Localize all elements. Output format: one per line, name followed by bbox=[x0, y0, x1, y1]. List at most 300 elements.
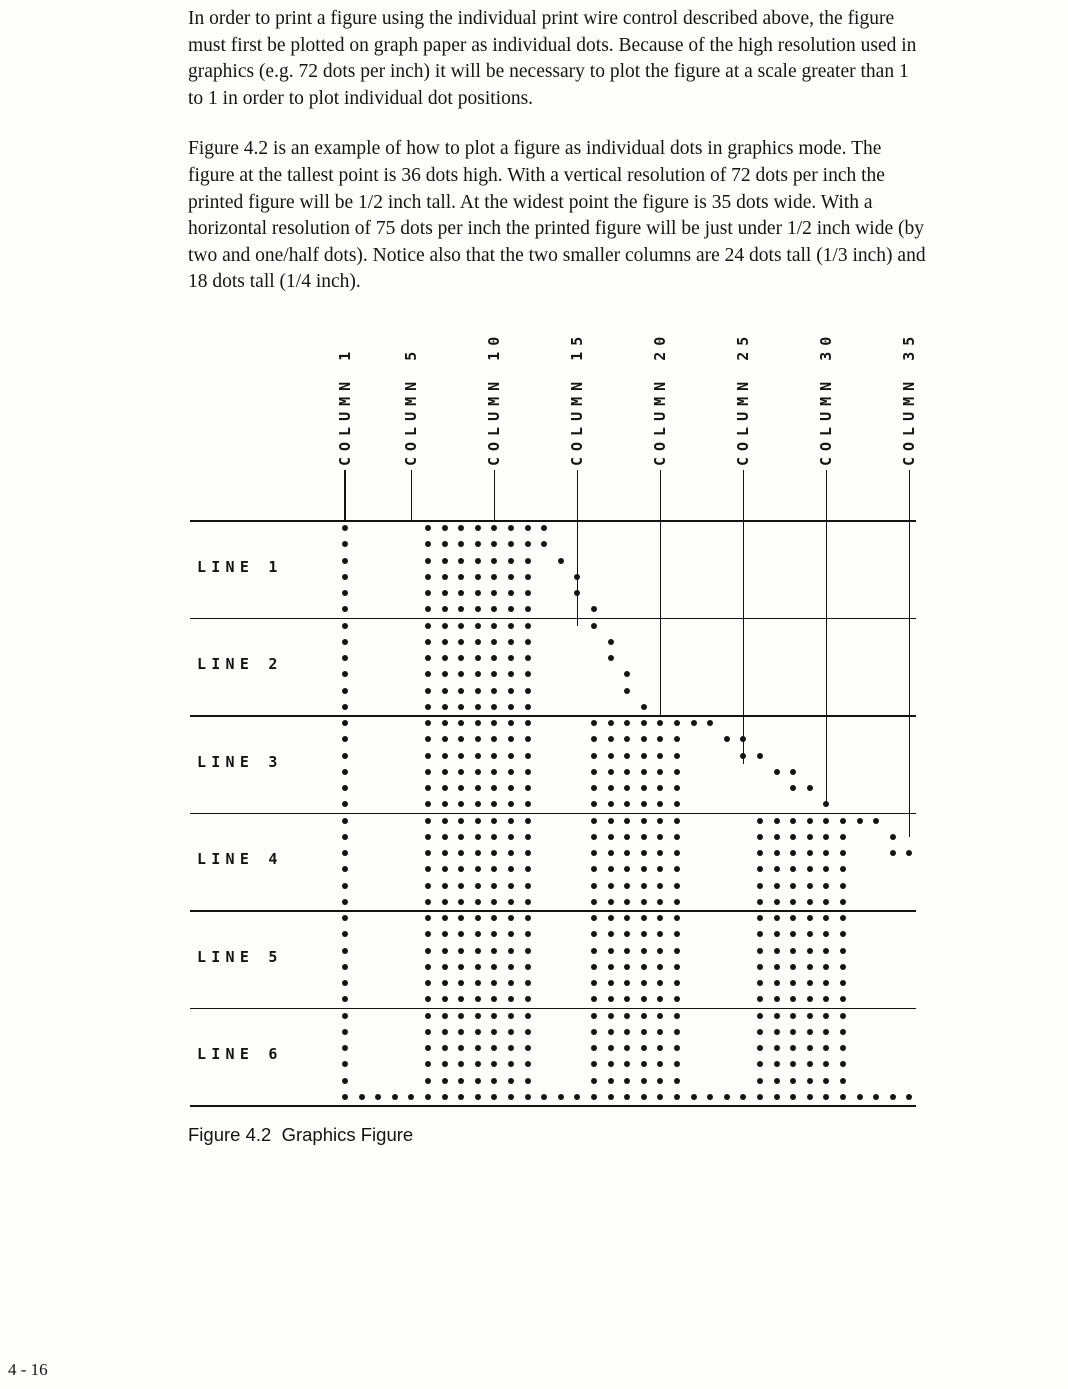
figure-dot bbox=[508, 769, 514, 775]
figure-dot bbox=[624, 980, 630, 986]
figure-dot bbox=[508, 623, 514, 629]
grid-horizontal-line bbox=[190, 1105, 916, 1107]
figure-dot bbox=[525, 996, 531, 1002]
figure-dot bbox=[425, 1094, 431, 1100]
figure-dot bbox=[508, 899, 514, 905]
figure-dot bbox=[674, 899, 680, 905]
figure-dot bbox=[525, 736, 531, 742]
figure-dot bbox=[840, 834, 846, 840]
figure-dot bbox=[458, 785, 464, 791]
figure-dot bbox=[491, 899, 497, 905]
figure-dot bbox=[807, 915, 813, 921]
figure-dot bbox=[442, 1061, 448, 1067]
figure-dot bbox=[757, 834, 763, 840]
figure-dot bbox=[475, 753, 481, 759]
figure-dot bbox=[525, 948, 531, 954]
figure-dot bbox=[442, 704, 448, 710]
figure-dot bbox=[342, 525, 348, 531]
grid-horizontal-line bbox=[190, 715, 916, 717]
figure-dot bbox=[757, 1094, 763, 1100]
figure-dot bbox=[525, 866, 531, 872]
figure-dot bbox=[475, 769, 481, 775]
figure-dot bbox=[774, 964, 780, 970]
figure-dot bbox=[525, 525, 531, 531]
figure-dot bbox=[757, 1045, 763, 1051]
figure-dot bbox=[458, 606, 464, 612]
figure-dot bbox=[425, 736, 431, 742]
figure-dot bbox=[458, 1094, 464, 1100]
figure-dot bbox=[657, 948, 663, 954]
figure-dot bbox=[508, 1094, 514, 1100]
figure-dot bbox=[608, 1094, 614, 1100]
figure-dot bbox=[624, 1013, 630, 1019]
figure-dot bbox=[541, 541, 547, 547]
figure-dot bbox=[707, 720, 713, 726]
figure-dot bbox=[624, 996, 630, 1002]
figure-dot bbox=[857, 818, 863, 824]
figure-dot bbox=[491, 590, 497, 596]
figure-dot bbox=[757, 964, 763, 970]
figure-dot bbox=[525, 1045, 531, 1051]
figure-dot bbox=[458, 915, 464, 921]
figure-dot bbox=[608, 736, 614, 742]
figure-dot bbox=[442, 1078, 448, 1084]
figure-dot bbox=[774, 818, 780, 824]
figure-dot bbox=[442, 866, 448, 872]
figure-dot bbox=[823, 883, 829, 889]
grid-horizontal-line bbox=[190, 520, 916, 522]
figure-dot bbox=[674, 769, 680, 775]
figure-dot bbox=[342, 1094, 348, 1100]
figure-dot bbox=[591, 1094, 597, 1100]
figure-dot bbox=[774, 1029, 780, 1035]
figure-dot bbox=[608, 753, 614, 759]
figure-dot bbox=[342, 655, 348, 661]
figure-dot bbox=[674, 850, 680, 856]
figure-dot bbox=[425, 948, 431, 954]
figure-dot bbox=[475, 1045, 481, 1051]
column-leader-line bbox=[411, 470, 412, 520]
column-leader-line bbox=[743, 470, 744, 764]
figure-dot bbox=[342, 801, 348, 807]
figure-dot bbox=[823, 818, 829, 824]
figure-dot bbox=[342, 753, 348, 759]
column-label: COLUMN 5 bbox=[402, 345, 421, 466]
figure-dot bbox=[840, 915, 846, 921]
figure-dot bbox=[558, 1094, 564, 1100]
figure-dot bbox=[342, 931, 348, 937]
figure-dot bbox=[840, 1045, 846, 1051]
figure-dot bbox=[641, 1029, 647, 1035]
figure-dot bbox=[857, 1094, 863, 1100]
figure-dot bbox=[823, 1094, 829, 1100]
figure-dot bbox=[774, 834, 780, 840]
figure-dot bbox=[342, 606, 348, 612]
column-label: COLUMN 30 bbox=[817, 330, 836, 466]
figure-dot bbox=[591, 801, 597, 807]
figure-dot bbox=[342, 915, 348, 921]
figure-dot bbox=[807, 834, 813, 840]
figure-dot bbox=[442, 671, 448, 677]
figure-dot bbox=[491, 850, 497, 856]
figure-dot bbox=[475, 980, 481, 986]
figure-dot bbox=[342, 899, 348, 905]
figure-dot bbox=[508, 590, 514, 596]
figure-dot bbox=[342, 623, 348, 629]
figure-dot bbox=[624, 801, 630, 807]
figure-dot bbox=[624, 1029, 630, 1035]
figure-dot bbox=[425, 883, 431, 889]
line-label: LINE 2 bbox=[197, 655, 283, 674]
figure-dot bbox=[508, 883, 514, 889]
figure-dot bbox=[525, 818, 531, 824]
figure-dot bbox=[757, 980, 763, 986]
figure-dot bbox=[508, 704, 514, 710]
figure-dot bbox=[458, 964, 464, 970]
figure-dot bbox=[591, 899, 597, 905]
figure-dot bbox=[624, 671, 630, 677]
figure-dot bbox=[508, 525, 514, 531]
figure-dot bbox=[442, 883, 448, 889]
line-label: LINE 3 bbox=[197, 752, 283, 771]
figure-dot bbox=[475, 899, 481, 905]
figure-dot bbox=[790, 850, 796, 856]
figure-dot bbox=[508, 541, 514, 547]
figure-dot bbox=[458, 1029, 464, 1035]
figure-dot bbox=[674, 785, 680, 791]
figure-dot bbox=[458, 655, 464, 661]
figure-dot bbox=[508, 834, 514, 840]
figure-dot bbox=[475, 720, 481, 726]
figure-dot bbox=[525, 899, 531, 905]
figure-dot bbox=[442, 834, 448, 840]
figure-dot bbox=[491, 769, 497, 775]
figure-dot bbox=[657, 769, 663, 775]
figure-dot bbox=[641, 1078, 647, 1084]
figure-dot bbox=[525, 1078, 531, 1084]
figure-dot bbox=[624, 1045, 630, 1051]
column-label: COLUMN 1 bbox=[336, 345, 354, 466]
figure-dot bbox=[790, 834, 796, 840]
figure-dot bbox=[840, 818, 846, 824]
figure-dot bbox=[475, 785, 481, 791]
figure-dot bbox=[591, 915, 597, 921]
figure-dot bbox=[790, 785, 796, 791]
figure-dot bbox=[425, 606, 431, 612]
figure-dot bbox=[657, 980, 663, 986]
figure-dot bbox=[790, 931, 796, 937]
figure-dot bbox=[807, 785, 813, 791]
figure-dot bbox=[608, 866, 614, 872]
figure-dot bbox=[591, 1078, 597, 1084]
figure-dot bbox=[475, 818, 481, 824]
figure-dot bbox=[890, 850, 896, 856]
figure-dot bbox=[425, 639, 431, 645]
figure-dot bbox=[757, 899, 763, 905]
figure-dot bbox=[525, 1029, 531, 1035]
figure-dot bbox=[591, 720, 597, 726]
figure-dot bbox=[475, 931, 481, 937]
figure-dot bbox=[525, 623, 531, 629]
figure-dot bbox=[823, 1078, 829, 1084]
figure-dot bbox=[657, 1029, 663, 1035]
figure-dot bbox=[425, 899, 431, 905]
figure-dot bbox=[442, 688, 448, 694]
figure-dot bbox=[508, 558, 514, 564]
figure-dot bbox=[491, 688, 497, 694]
figure-dot bbox=[774, 1013, 780, 1019]
paragraph-intro: In order to print a figure using the individual print wire control described above, the figure must first be plotted on graph paper as individual dots. Because of the high resolution used in graphics (e.g. 72 dots per inch) it will be necessary to plot the figure at a scale greater than 1 to 1 in order to plot individual dot positions. bbox=[188, 8, 917, 109]
figure-dot bbox=[425, 1061, 431, 1067]
figure-dot bbox=[807, 948, 813, 954]
figure-dot bbox=[475, 1013, 481, 1019]
figure-dot bbox=[674, 915, 680, 921]
figure-dot bbox=[657, 996, 663, 1002]
figure-dot bbox=[442, 753, 448, 759]
figure-dot bbox=[442, 769, 448, 775]
figure-dot bbox=[807, 980, 813, 986]
figure-dot bbox=[491, 1078, 497, 1084]
figure-dot bbox=[442, 623, 448, 629]
figure-dot bbox=[823, 834, 829, 840]
column-leader-line bbox=[826, 470, 827, 804]
figure-dot bbox=[608, 1061, 614, 1067]
figure-dot bbox=[491, 541, 497, 547]
figure-dot bbox=[342, 736, 348, 742]
figure-dot bbox=[508, 639, 514, 645]
figure-dot bbox=[757, 1013, 763, 1019]
figure-dot bbox=[475, 850, 481, 856]
figure-dot bbox=[491, 883, 497, 889]
figure-dot bbox=[342, 785, 348, 791]
figure-dot bbox=[425, 1045, 431, 1051]
figure-dot bbox=[458, 753, 464, 759]
figure-dot bbox=[657, 818, 663, 824]
figure-dot bbox=[823, 1013, 829, 1019]
figure-dot bbox=[641, 720, 647, 726]
figure-dot bbox=[508, 931, 514, 937]
figure-dot bbox=[608, 818, 614, 824]
figure-dot bbox=[475, 801, 481, 807]
figure-dot bbox=[491, 1013, 497, 1019]
figure-dot bbox=[491, 736, 497, 742]
figure-dot bbox=[491, 753, 497, 759]
column-leader-line bbox=[344, 470, 345, 520]
figure-dot bbox=[425, 655, 431, 661]
figure-dot bbox=[342, 558, 348, 564]
figure-dot bbox=[790, 1029, 796, 1035]
figure-dot bbox=[608, 948, 614, 954]
figure-dot bbox=[840, 996, 846, 1002]
figure-dot bbox=[491, 671, 497, 677]
figure-dot bbox=[442, 736, 448, 742]
figure-dot bbox=[807, 931, 813, 937]
figure-dot bbox=[641, 801, 647, 807]
figure-dot bbox=[508, 964, 514, 970]
figure-dot bbox=[442, 720, 448, 726]
figure-dot bbox=[525, 753, 531, 759]
figure-dot bbox=[491, 931, 497, 937]
figure-dot bbox=[491, 948, 497, 954]
figure-dot bbox=[442, 1029, 448, 1035]
figure-dot bbox=[657, 1061, 663, 1067]
figure-dot bbox=[525, 720, 531, 726]
figure-dot bbox=[624, 899, 630, 905]
line-label: LINE 5 bbox=[197, 947, 283, 966]
figure-dot bbox=[508, 688, 514, 694]
figure-dot bbox=[442, 801, 448, 807]
figure-dot bbox=[624, 1061, 630, 1067]
figure-dot bbox=[425, 834, 431, 840]
figure-dot bbox=[608, 1045, 614, 1051]
figure-dot bbox=[442, 899, 448, 905]
figure-dot bbox=[425, 525, 431, 531]
figure-dot bbox=[774, 915, 780, 921]
figure-dot bbox=[840, 948, 846, 954]
figure-dot bbox=[458, 1013, 464, 1019]
figure-dot bbox=[525, 541, 531, 547]
figure-dot bbox=[442, 590, 448, 596]
figure-dot bbox=[359, 1094, 365, 1100]
figure-dot bbox=[491, 801, 497, 807]
figure-dot bbox=[491, 704, 497, 710]
figure-dot bbox=[757, 931, 763, 937]
figure-dot bbox=[342, 590, 348, 596]
figure-dot bbox=[657, 866, 663, 872]
figure-dot bbox=[442, 606, 448, 612]
figure-dot bbox=[790, 899, 796, 905]
figure-dot bbox=[823, 980, 829, 986]
figure-dot bbox=[624, 948, 630, 954]
figure-dot bbox=[508, 671, 514, 677]
figure-dot bbox=[674, 753, 680, 759]
figure-dot bbox=[475, 590, 481, 596]
figure-dot bbox=[624, 818, 630, 824]
figure-dot bbox=[790, 769, 796, 775]
figure-dot bbox=[458, 818, 464, 824]
figure-dot bbox=[641, 915, 647, 921]
figure-dot bbox=[442, 655, 448, 661]
figure-dot bbox=[641, 1061, 647, 1067]
figure-dot bbox=[508, 574, 514, 580]
figure-dot bbox=[508, 1013, 514, 1019]
figure-dot bbox=[807, 850, 813, 856]
figure-dot bbox=[608, 720, 614, 726]
column-leader-line bbox=[909, 470, 910, 837]
figure-dot bbox=[641, 785, 647, 791]
column-leader-line bbox=[494, 470, 495, 520]
figure-dot bbox=[757, 866, 763, 872]
figure-dot bbox=[624, 866, 630, 872]
figure-dot bbox=[774, 1045, 780, 1051]
figure-dot bbox=[508, 818, 514, 824]
figure-dot bbox=[525, 915, 531, 921]
figure-dot bbox=[757, 1078, 763, 1084]
figure-dot bbox=[840, 964, 846, 970]
figure-dot bbox=[525, 639, 531, 645]
figure-dot bbox=[425, 964, 431, 970]
figure-dot bbox=[342, 996, 348, 1002]
figure-dot bbox=[425, 704, 431, 710]
figure-dot bbox=[525, 704, 531, 710]
figure-dot bbox=[458, 541, 464, 547]
figure-dot bbox=[757, 753, 763, 759]
figure-dot bbox=[475, 915, 481, 921]
figure-dot bbox=[757, 915, 763, 921]
figure-dot bbox=[823, 931, 829, 937]
figure-dot bbox=[442, 948, 448, 954]
figure-dot bbox=[608, 964, 614, 970]
figure-dot bbox=[508, 980, 514, 986]
figure-dot bbox=[774, 931, 780, 937]
figure-dot bbox=[425, 541, 431, 547]
figure-dot bbox=[624, 1094, 630, 1100]
figure-dot bbox=[425, 1029, 431, 1035]
figure-dot bbox=[591, 769, 597, 775]
figure-dot bbox=[591, 996, 597, 1002]
figure-dot bbox=[508, 1029, 514, 1035]
figure-dot bbox=[508, 606, 514, 612]
figure-dot bbox=[342, 704, 348, 710]
grid-horizontal-line bbox=[190, 618, 916, 620]
figure-dot bbox=[840, 931, 846, 937]
figure-dot bbox=[525, 834, 531, 840]
figure-dot bbox=[425, 753, 431, 759]
figure-dot bbox=[491, 996, 497, 1002]
figure-dot bbox=[525, 671, 531, 677]
figure-dot bbox=[740, 1094, 746, 1100]
figure-dot bbox=[475, 883, 481, 889]
figure-dot bbox=[641, 834, 647, 840]
figure-dot bbox=[508, 948, 514, 954]
figure-dot bbox=[525, 590, 531, 596]
figure-dot bbox=[757, 1061, 763, 1067]
figure-dot bbox=[508, 655, 514, 661]
column-label: COLUMN 20 bbox=[651, 330, 670, 466]
figure-dot bbox=[442, 1013, 448, 1019]
figure-dot bbox=[591, 623, 597, 629]
figure-dot bbox=[641, 931, 647, 937]
figure-dot bbox=[840, 1094, 846, 1100]
figure-dot bbox=[475, 964, 481, 970]
figure-dot bbox=[458, 720, 464, 726]
figure-dot bbox=[608, 785, 614, 791]
figure-dot bbox=[458, 590, 464, 596]
figure-dot bbox=[525, 1013, 531, 1019]
figure-dot bbox=[425, 671, 431, 677]
figure-dot bbox=[641, 704, 647, 710]
figure-dot bbox=[475, 671, 481, 677]
figure-dot bbox=[823, 996, 829, 1002]
figure-dot bbox=[342, 1013, 348, 1019]
figure-dot bbox=[757, 996, 763, 1002]
figure-dot bbox=[624, 736, 630, 742]
figure-dot bbox=[757, 1029, 763, 1035]
figure-dot bbox=[624, 834, 630, 840]
grid-horizontal-line bbox=[190, 910, 916, 912]
figure-dot bbox=[807, 1061, 813, 1067]
figure-dot bbox=[491, 1094, 497, 1100]
figure-dot bbox=[458, 769, 464, 775]
figure-dot bbox=[491, 1045, 497, 1051]
figure-dot bbox=[392, 1094, 398, 1100]
figure-dot bbox=[525, 574, 531, 580]
figure-dot bbox=[425, 623, 431, 629]
figure-dot bbox=[724, 1094, 730, 1100]
figure-dot bbox=[774, 850, 780, 856]
figure-dot bbox=[491, 785, 497, 791]
figure-dot bbox=[591, 1045, 597, 1051]
